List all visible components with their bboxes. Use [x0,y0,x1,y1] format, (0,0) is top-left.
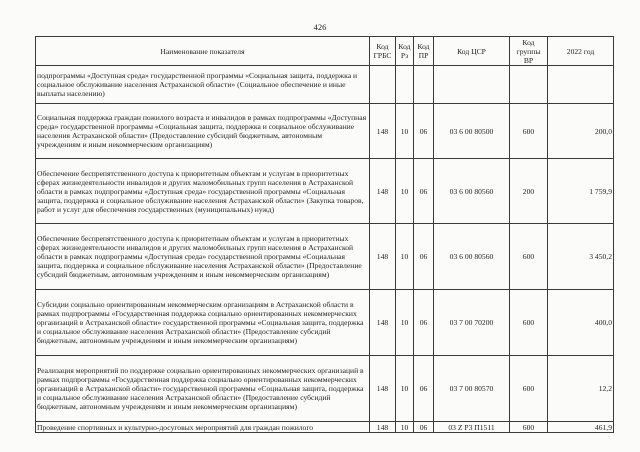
row-amount: 1 759,9 [548,159,614,224]
table-row [36,159,614,224]
row-name: Обеспечение беспрепятственного доступа к приоритетным объектам и услугам в приоритетных сферах жизнедеятельности инвалидов и других маломобильных групп населения в Астраханской области в рамках подпрограммы «Доступная среда» государственной программы «Социальная защита, поддержка и социальное обслуживание населения Астраханской области» (Закупка товаров, работ и услуг для обеспечения государственных (муниципальных) нужд) [36,159,370,224]
row-rz [396,66,414,104]
row-vr: 600 [510,422,548,433]
row-csr: 03 6 00 80500 [434,104,510,159]
table-row [36,356,614,422]
budget-table [35,36,614,433]
row-csr: 03 7 00 80570 [434,356,510,422]
row-csr: 03 6 00 80560 [434,224,510,290]
table-row [36,224,614,290]
row-amount: 3 450,2 [548,224,614,290]
row-rz: 10 [396,159,414,224]
header-grbs: Код ГРБС [370,37,396,66]
row-name: Социальная поддержка граждан пожилого возраста и инвалидов в рамках подпрограммы «Доступная среда» государственной программы «Социальная защита, поддержка и социальное обслуживание населения Астраханской области» (Предоставление субсидий бюджетным, автономным учреждениям и иным некоммерческим организациям) [36,104,370,159]
row-rz: 10 [396,104,414,159]
row-amount [548,66,614,104]
row-grbs: 148 [370,159,396,224]
row-rz: 10 [396,290,414,356]
header-name: Наименование показателя [36,37,370,66]
row-name: Реализация мероприятий по поддержке социально ориентированных некоммерческих организаций в рамках подпрограммы «Государственная поддержка социально ориентированных некоммерческих организаций в Астраханской области» государственной программы «Социальная защита, поддержка и социальное обслуживание населения Астраханской области» (Предоставление субсидий бюджетным, автономным учреждениям и иным некоммерческим организациям) [36,356,370,422]
row-name: Субсидии социально ориентированным некоммерческим организациям в Астраханской области в рамках подпрограммы «Государственная поддержка социально ориентированных некоммерческих организаций в Астраханской области» государственной программы «Социальная защита, поддержка и социальное обслуживание населения Астраханской области» (Предоставление субсидий бюджетным, автономным учреждениям и иным некоммерческим организациям) [36,290,370,356]
row-grbs: 148 [370,104,396,159]
row-name: подпрограммы «Доступная среда» государственной программы «Социальная защита, поддержка и социальное обслуживание населения Астраханской области» (Социальное обеспечение и иные выплаты населению) [36,66,370,104]
row-amount: 400,0 [548,290,614,356]
header-rz: Код Рз [396,37,414,66]
row-pr [414,66,434,104]
row-rz: 10 [396,356,414,422]
header-vr: Код группы ВР [510,37,548,66]
row-amount: 12,2 [548,356,614,422]
row-csr [434,66,510,104]
row-grbs: 148 [370,224,396,290]
table-row [36,290,614,356]
row-grbs: 148 [370,290,396,356]
row-vr: 200 [510,159,548,224]
row-grbs [370,66,396,104]
row-pr: 06 [414,224,434,290]
row-csr: 03 Z P3 П1511 [434,422,510,433]
row-rz: 10 [396,224,414,290]
header-csr: Код ЦСР [434,37,510,66]
row-amount: 461,9 [548,422,614,433]
table-row [36,66,614,104]
page-number: 426 [313,22,327,32]
row-pr: 06 [414,104,434,159]
table-header-row [36,37,614,66]
table-row [36,422,614,433]
row-csr: 03 6 00 80560 [434,159,510,224]
row-amount: 200,0 [548,104,614,159]
row-name: Обеспечение беспрепятственного доступа к приоритетным объектам и услугам в приоритетных сферах жизнедеятельности инвалидов и других маломобильных групп населения в Астраханской области в рамках подпрограммы «Доступная среда» государственной программы «Социальная защита, поддержка и социальное обслуживание населения Астраханской области» (Предоставление субсидий бюджетным, автономным учреждениям и иным некоммерческим организациям) [36,224,370,290]
row-pr: 06 [414,159,434,224]
row-vr [510,66,548,104]
header-pr: Код ПР [414,37,434,66]
row-vr: 600 [510,290,548,356]
row-pr: 06 [414,356,434,422]
row-name: Проведение спортивных и культурно-досуговых мероприятий для граждан пожилого [36,422,370,433]
row-csr: 03 7 00 70200 [434,290,510,356]
row-vr: 600 [510,104,548,159]
row-vr: 600 [510,224,548,290]
row-vr: 600 [510,356,548,422]
row-grbs: 148 [370,422,396,433]
header-year: 2022 год [548,37,614,66]
row-pr: 06 [414,290,434,356]
row-grbs: 148 [370,356,396,422]
table-row [36,104,614,159]
row-pr: 06 [414,422,434,433]
row-rz: 10 [396,422,414,433]
